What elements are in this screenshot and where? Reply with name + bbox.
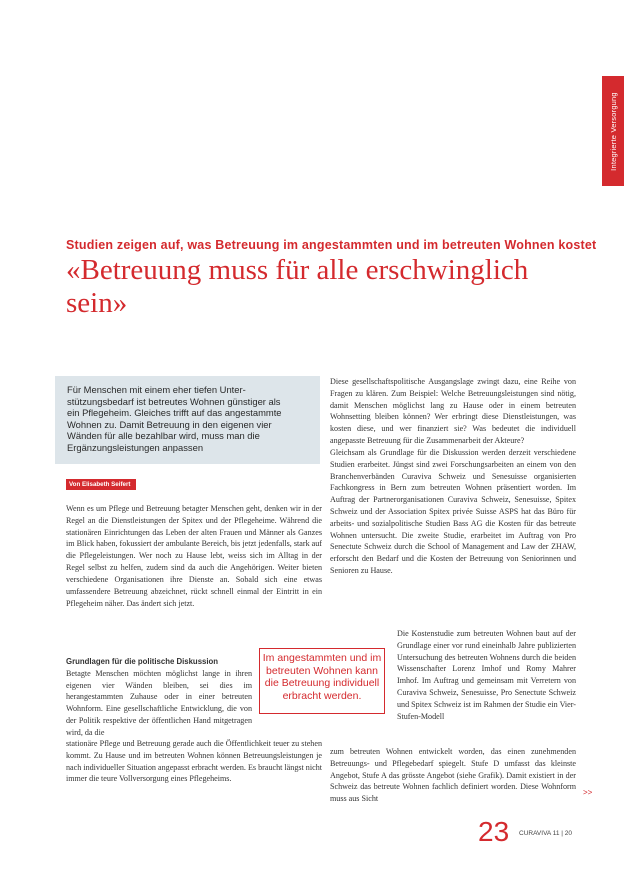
paragraph: zum betreuten Wohnen entwickelt worden, das einen zunehmenden Betreuungs- und Pflegebedarf spiegelt. Stufe D umfasst das kleinste Angebot, Stufe A das grösste Angebot (siehe Grafik). Damit existiert in der Schweiz das betreute Wohnen fachlich definiert worden. Diese Wohnform muss aus Sicht xyxy=(330,747,576,804)
paragraph: Diese gesellschaftspolitische Ausgangslage zwingt dazu, eine Reihe von Fragen zu klären. Zum Beispiel: Welche Betreuungsleistungen sind nötig, damit Menschen möglichst lang zu Hause oder in einem betreuten Wohnsetting bleiben können? Wer erbringt diese Dienstleistungen, was kosten diese, und wer finanziert sie? Was bedeutet die individuell angepasste Betreuung für die Zusammenarbeit der Akteure? xyxy=(330,377,576,446)
subheading: Grundlagen für die politische Diskussion xyxy=(66,657,219,666)
paragraph: Betagte Menschen möchten möglichst lange in ihren eigenen vier Wänden bleiben, sei dies im herangestammten Zuhause oder in einer betreuten Wohnform. Eine gesellschaftliche Entwicklung, die von der Politik respektive der öffentlichen Hand mitgetragen wird, da die xyxy=(66,668,252,737)
paragraph: stationäre Pflege und Betreuung gerade auch die Öffentlichkeit teuer zu stehen kommt. Zu Hause und im betreuten Wohnen können Betreuungsleistungen je nach individueller Situation angepasst erbracht werden. Es braucht längst nicht immer die teure Vollversorgung eines Pflegeheims. xyxy=(66,739,322,784)
paragraph: Gleichsam als Grundlage für die Diskussion werden derzeit verschiedene Studien erarbeitet. Jüngst sind zwei Forschungsarbeiten an einem von den Branchenverbänden Curaviva Schweiz und Senesuisse organisierten Fachkongress in Bern zum betreuten Wohnen präsentiert worden. Im Auftrag der Partnerorganisationen Curaviva Schweiz, Senesuisse, Spitex Schweiz und der Association Spitex privée Suisse ASPS hat das Büro für arbeits- und sozialpolitische Studien Bass AG die Kosten für das betreute Wohnen untersucht. Die zweite Studie, erarbeitet im Auftrag von Pro Senectute Schweiz durch die School of Management and Law der ZHAW, erforscht den Bedarf und die Kosten der Betreuung von Seniorinnen und Senioren zu Hause. xyxy=(330,447,576,575)
continue-arrow-icon: >> xyxy=(583,788,593,797)
paragraph: Wenn es um Pflege und Betreuung betagter Menschen geht, denken wir in der Regel an die Dienstleistungen der Spitex und der Pflegeheime. Während die stationären Einrichtungen das Leben der alten Frauen und Männer als Ganzes im Blick haben, fokussiert der ambulante Bereich, bis jetzt jedenfalls, stark auf die Pflegeleistungen. Wer noch zu Hause lebt, weiss sich im Alltag in der Regel selbst zu helfen, zudem sind da auch die Angehörigen. Weiter bieten verschiedene Organisationen ihre Dienste an. Sobald sich eine etwas umfassendere Betreuung abzeichnet, rückt schnell einmal der Eintritt in ein Pflegeheim näher. Das ändert sich jetzt. xyxy=(66,504,322,608)
column-2-text xyxy=(330,376,576,577)
column-2-narrow xyxy=(397,628,576,723)
lead-text: Für Menschen mit einem eher tiefen Unterstützungsbedarf ist betreutes Wohnen günstiger als ein Pflegeheim. Gleiches trifft auf das angestammte Wohnen zu. Damit Betreuung in den eigenen vier Wänden für alle bezahlbar wird, muss man die Ergänzungsleistungen anpassen xyxy=(67,384,282,453)
article-subtitle: Studien zeigen auf, was Betreuung im angestammten und im betreuten Wohnen kostet xyxy=(66,238,597,252)
lead-box xyxy=(55,376,320,464)
pull-quote-text: Im angestammten und im betreuten Wohnen kann die Betreuung individuell erbracht werden. xyxy=(262,652,382,702)
article-title: «Betreuung muss für alle erschwinglich sein» xyxy=(66,254,529,319)
magazine-issue: CURAVIVA 11 | 20 xyxy=(519,830,572,837)
column-2-continued xyxy=(330,746,576,805)
column-1-continued xyxy=(66,738,322,785)
paragraph: Die Kostenstudie zum betreuten Wohnen baut auf der Grundlage einer vor rund eineinhalb Jahre publizierten Untersuchung des betreuten Wohnens durch die beiden Wissenschafter Lorenz Imhof und Romy Mahrer Imhof. Im Auftrag und gemeinsam mit Verretern von Curaviva Schweiz, Senesuisse, Pro Senectute Schweiz und Spitex Schweiz ist im Rahmen der Studie ein Vier-Stufen-Modell xyxy=(397,629,576,721)
section-tab xyxy=(602,76,624,186)
column-1-text xyxy=(66,503,322,609)
pull-quote xyxy=(259,648,385,714)
author-badge: Von Elisabeth Seifert xyxy=(66,479,136,490)
column-1-subsection xyxy=(66,656,252,739)
section-tab-label: Integrierte Versorgung xyxy=(608,91,618,171)
page-number: 23 xyxy=(478,816,510,847)
